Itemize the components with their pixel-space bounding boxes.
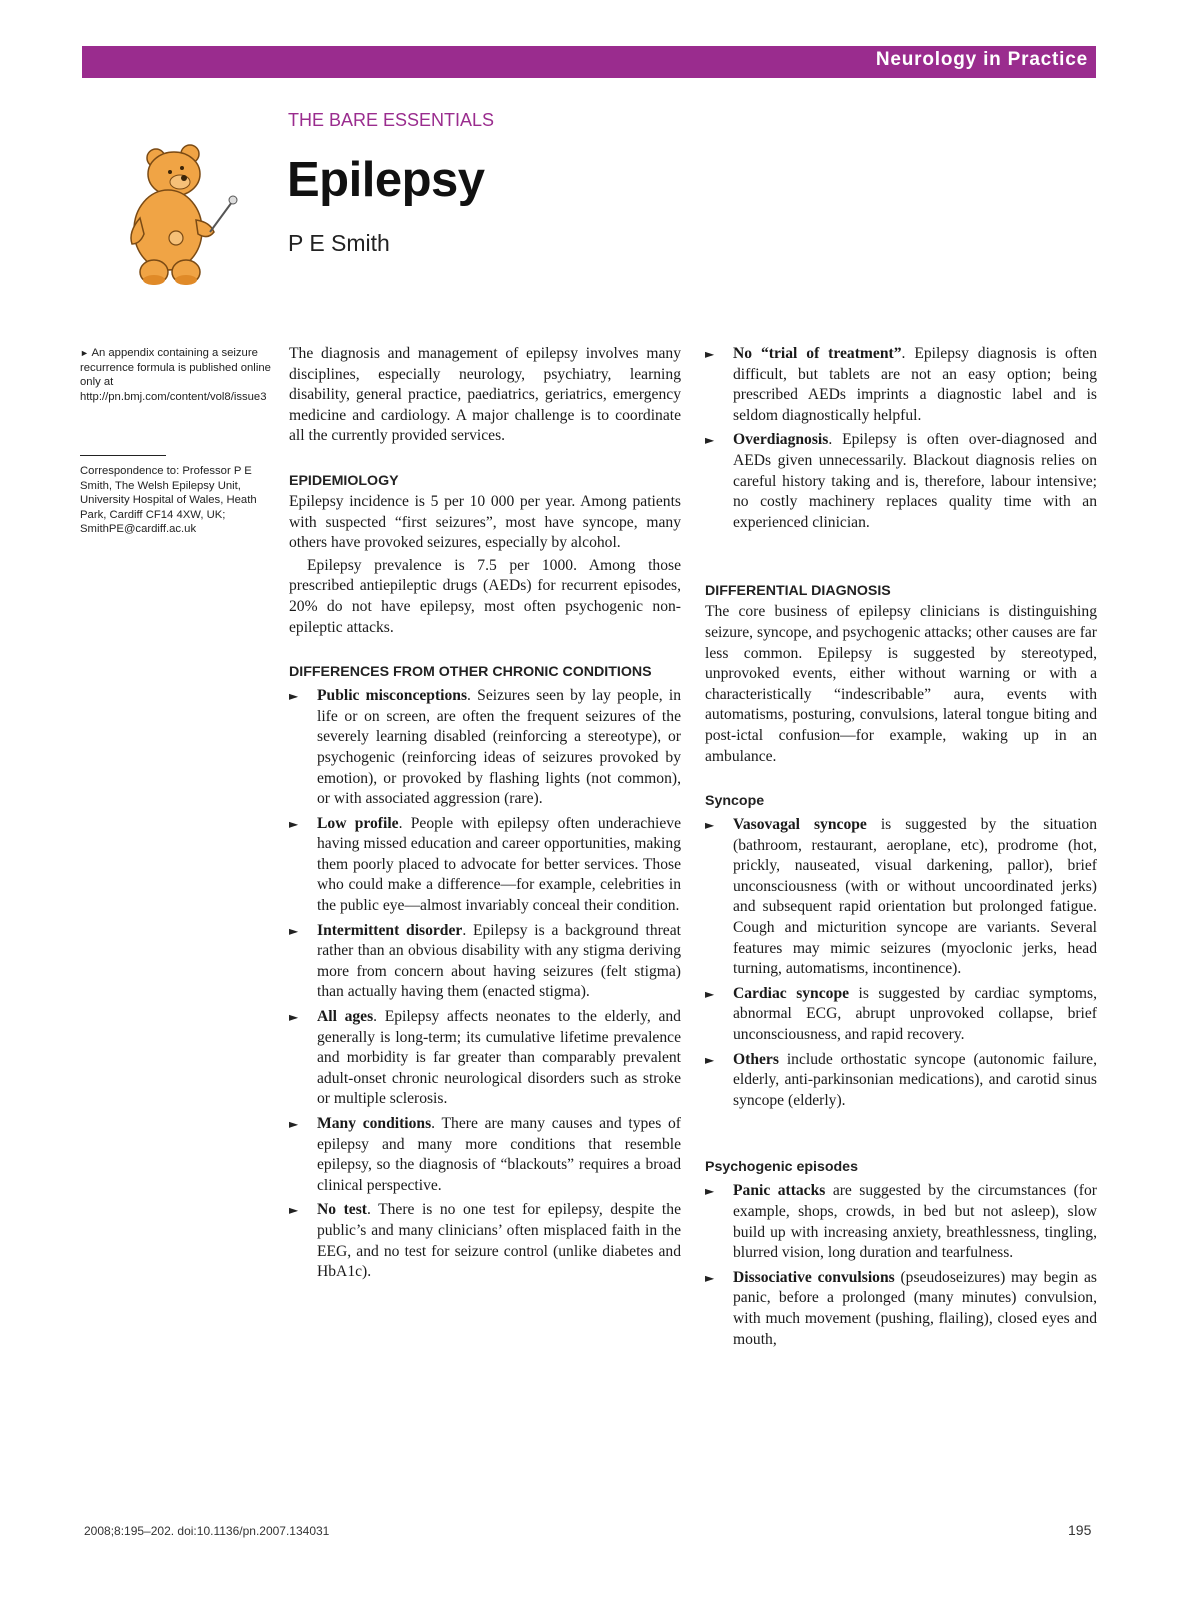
sidebar-divider	[80, 455, 166, 456]
list-item	[289, 921, 681, 1003]
triangle-bullet-icon: ►	[80, 348, 89, 358]
bear-mascot-illustration	[118, 140, 244, 290]
list-item	[289, 686, 681, 810]
bullet-term: Low profile	[317, 814, 399, 832]
triangle-bullet-icon: ►	[289, 1117, 299, 1131]
list-item	[705, 984, 1097, 1046]
bullet-term: Many conditions	[317, 1115, 432, 1132]
list-item	[705, 1050, 1097, 1112]
epidemiology-paragraph-1: Epilepsy incidence is 5 per 10 000 per year. Among patients with suspected “first seizures”, most have syncope, many others have provoked seizures, especially by alcohol.	[289, 492, 681, 552]
citation-footer: 2008;8:195–202. doi:10.1136/pn.2007.134031	[84, 1524, 330, 1538]
list-item	[289, 1007, 681, 1110]
bullet-text: . There are many causes and types of epilepsy and many more conditions that resemble epilepsy, so the diagnosis of “blackouts” requires a broad clinical perspective.	[317, 1115, 682, 1194]
bullet-text: . There is no one test for epilepsy, despite the public’s and many clinicians’ often misplaced faith in the EEG, and no test for seizure control (unlike diabetes and HbA1c).	[317, 1201, 681, 1281]
bullet-text: . Epilepsy is often over-diagnosed and AEDs given unnecessarily. Blackout diagnosis relies on careful history taking and is, therefore, labour intensive; no costly machinery replaces quality time with an experienced clinician.	[733, 431, 1097, 531]
list-item	[705, 1181, 1097, 1263]
differences-heading: DIFFERENCES FROM OTHER CHRONIC CONDITIONS	[289, 664, 652, 681]
triangle-bullet-icon: ►	[705, 1184, 715, 1199]
bullet-text: . Epilepsy is a background threat rather than an obvious disability with any stigma deriving more from concern about having seizures (felt stigma) than actually having them (enacted stigma).	[317, 921, 681, 1001]
list-item	[289, 1200, 681, 1282]
triangle-bullet-icon: ►	[289, 923, 299, 938]
bullet-text: . People with epilepsy often underachieve having missed education and career opportunities, making them poorly placed to advocate for better services. Those who could make a difference—for example, celebrities in the public eye—almost invariably conceal their condition.	[317, 814, 681, 915]
article-author: P E Smith	[288, 230, 390, 256]
triangle-bullet-icon: ►	[705, 347, 715, 361]
column-left	[289, 344, 681, 1287]
bullet-text: include orthostatic syncope (autonomic failure, elderly, anti-parkinsonian medications), and carotid sinus syncope (elderly).	[733, 1050, 1097, 1109]
list-item	[705, 815, 1097, 980]
bullet-text: . Seizures seen by lay people, in life or on screen, are often the frequent seizures of the severely learning disabled (reinforcing a stereotype), or psychogenic (reinforcing ideas of seizures provoked by emotion), or provoked by flashing lights (not common), or with associated aggression (rare).	[317, 687, 681, 808]
bullet-term: Others	[733, 1050, 779, 1068]
triangle-bullet-icon: ►	[289, 1203, 299, 1218]
triangle-bullet-icon: ►	[705, 433, 715, 448]
bullet-text: is suggested by the situation (bathroom, restaurant, aeroplane, etc), prodrome (hot, prickly, nauseated, visual darkening, pallor), brief unconsciousness (with or without uncoordinated jerks) and subsequent rapid orientation but prolonged fatigue. Cough and micturition syncope are variants. Several features may mimic seizures (myoclonic jerks, head turning, automatisms, incontinence).	[733, 816, 1097, 978]
bullet-text: is suggested by cardiac symptoms, abnormal ECG, abrupt unprovoked collapse, brief unconsciousness, and rapid recovery.	[733, 984, 1098, 1044]
correspondence-note: Correspondence to: Professor P E Smith, The Welsh Epilepsy Unit, University Hospital of Wales, Heath Park, Cardiff CF14 4XW, UK; SmithPE@cardiff.ac.uk	[80, 465, 257, 536]
bullet-term: Intermittent disorder	[317, 921, 463, 939]
list-item	[289, 814, 681, 917]
column-right	[705, 344, 1097, 1354]
bullet-text: (pseudoseizures) may begin as panic, before a prolonged (many minutes) convulsion, with much movement (pushing, flailing), closed eyes and mouth,	[733, 1268, 1097, 1348]
bullet-term: Overdiagnosis	[733, 431, 829, 449]
epidemiology-paragraph-2: Epilepsy prevalence is 7.5 per 1000. Among those prescribed antiepileptic drugs (AEDs) for recurrent episodes, 20% do not have epilepsy, most often psychogenic non-epileptic attacks.	[289, 556, 681, 636]
bullet-term: Vasovagal syncope	[733, 816, 867, 834]
section-banner	[82, 46, 1096, 78]
bullet-term: Public misconceptions	[317, 687, 468, 705]
bullet-term: Panic attacks	[733, 1182, 826, 1200]
triangle-bullet-icon: ►	[705, 1270, 715, 1285]
psychogenic-heading: Psychogenic episodes	[705, 1159, 858, 1176]
triangle-bullet-icon: ►	[289, 689, 299, 704]
list-item	[705, 1268, 1097, 1350]
triangle-bullet-icon: ►	[289, 1010, 299, 1025]
differential-diagnosis-heading: DIFFERENTIAL DIAGNOSIS	[705, 583, 891, 600]
syncope-heading: Syncope	[705, 793, 765, 810]
list-item	[705, 430, 1097, 533]
bullet-term: No test	[317, 1201, 367, 1219]
appendix-note-text: An appendix containing a seizure recurrence formula is published online only at http://pn.bmj.com/content/vol8/issue3	[80, 347, 271, 403]
list-item	[289, 1114, 681, 1196]
triangle-bullet-icon: ►	[705, 1052, 715, 1067]
differential-diagnosis-paragraph: The core business of epilepsy clinicians is distinguishing seizure, syncope, and psychogenic attacks; other causes are far less common. Epilepsy is suggested by stereotyped, unprovoked events, either without warning or with a characteristically “indescribable” aura, events with automatisms, posturing, convulsions, lateral tongue biting and post-ictal confusion—for example, waking up in an ambulance.	[705, 603, 1097, 765]
appendix-note	[80, 346, 272, 404]
series-kicker: THE BARE ESSENTIALS	[288, 110, 495, 130]
bullet-term: Dissociative convulsions	[733, 1268, 895, 1286]
page-number: 195	[1068, 1522, 1092, 1538]
triangle-bullet-icon: ►	[705, 818, 715, 833]
list-item	[705, 344, 1097, 426]
section-title: Neurology in Practice	[875, 49, 1088, 70]
bullet-term: No “trial of treatment”	[733, 345, 902, 362]
triangle-bullet-icon: ►	[289, 816, 299, 831]
bullet-term: Cardiac syncope	[733, 984, 850, 1002]
bullet-text: . Epilepsy diagnosis is often difficult, but tablets are not an easy option; being prescribed AEDs imprints a diagnostic label and is seldom diagnostically helpful.	[733, 345, 1097, 424]
epidemiology-heading: EPIDEMIOLOGY	[289, 472, 399, 489]
triangle-bullet-icon: ►	[705, 986, 715, 1001]
bullet-text: are suggested by the circumstances (for example, shops, crowds, in bed but not asleep), slow build up with increasing anxiety, breathlessness, tingling, blurred vision, long duration and tearfulness.	[733, 1182, 1097, 1262]
article-title: Epilepsy	[287, 153, 485, 207]
bullet-term: All ages	[317, 1008, 374, 1026]
bullet-text: . Epilepsy affects neonates to the elderly, and generally is long-term; its cumulative lifetime prevalence and morbidity is far greater than comparably prevalent adult-onset chronic neurological disorders such as stroke or multiple sclerosis.	[317, 1008, 681, 1108]
intro-paragraph: The diagnosis and management of epilepsy involves many disciplines, especially neurology, psychiatry, learning disability, general practice, paediatrics, geriatrics, emergency medicine and cardiology. A major challenge is to coordinate all the currently provided services.	[289, 345, 681, 445]
